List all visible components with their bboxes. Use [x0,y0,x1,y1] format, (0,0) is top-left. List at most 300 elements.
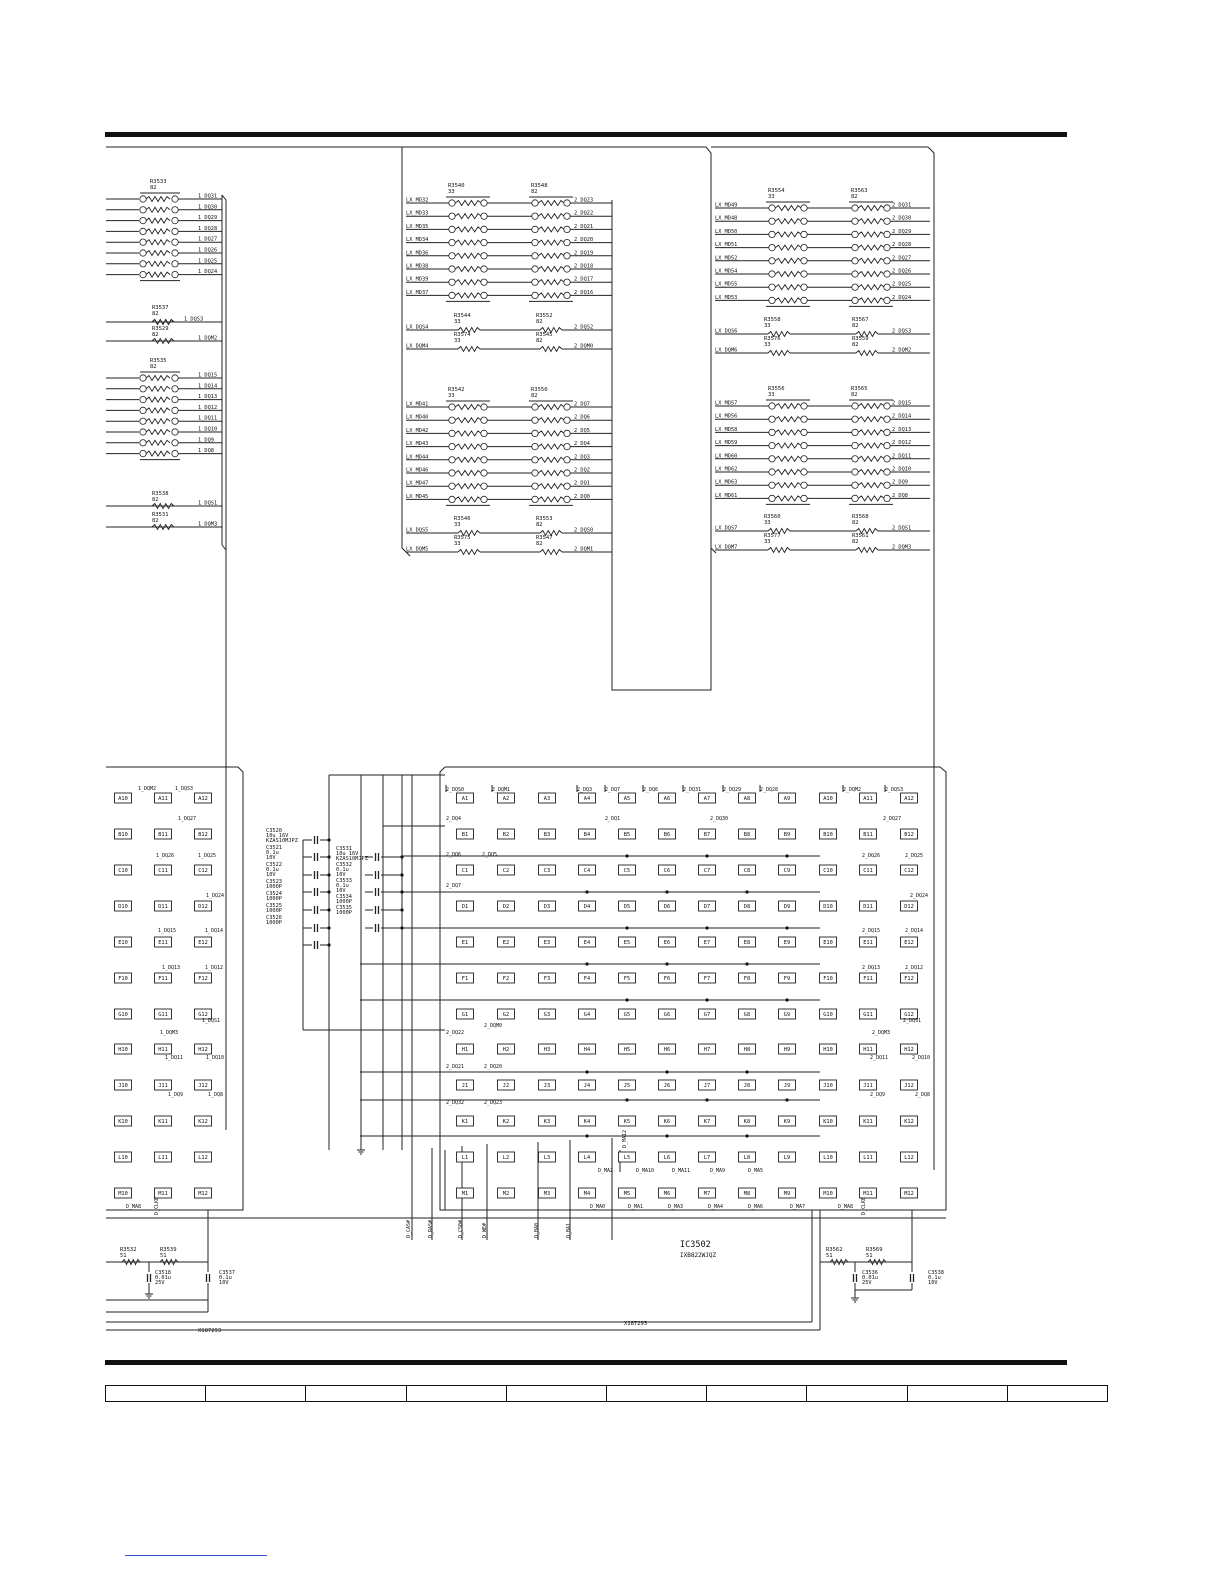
network-pin [172,261,178,267]
ball-label: K11 [863,1119,873,1125]
network-pin [481,443,487,449]
junction-dot [625,926,628,929]
resistor [455,293,481,298]
ball-label: H5 [623,1047,631,1053]
resistor [775,206,801,211]
ball-label: H10 [823,1047,833,1053]
grid-net-label: 2_DQ26 [862,853,881,859]
ref-designator: R3539 [160,1247,177,1253]
network-pin [172,207,178,213]
resistor [856,548,878,553]
network-pin [884,403,890,409]
ball-label: J10 [118,1083,128,1089]
network-pin [140,207,146,213]
ref-value: 82 [851,194,858,200]
network-pin [801,495,807,501]
output-net-label: 1_DQM2 [198,335,218,342]
junction-dot [745,890,748,893]
network-pin [172,196,178,202]
network-pin [801,284,807,290]
ball-label: F1 [461,976,469,982]
ref-designator: R3558 [764,317,781,323]
junction-dot [705,1098,708,1101]
ball-label: L8 [743,1155,751,1161]
grid-net-label: 2_DQ6 [446,852,462,858]
network-pin [769,231,775,237]
ball-label: B12 [198,832,208,838]
ball-label: J8 [743,1083,751,1089]
network-pin [481,253,487,259]
network-pin [564,213,570,219]
resistor [538,418,564,423]
ball-label: B7 [703,832,711,838]
ball-label: D11 [158,904,168,910]
network-pin [769,456,775,462]
ball-label: F8 [743,976,751,982]
network-pin [852,258,858,264]
ball-label: D6 [663,904,671,910]
capacitor-label: C3521 [266,845,282,851]
output-net-label: 1_DQM3 [198,521,218,528]
junction-dot [327,838,330,841]
grid-net-label: 2_DQ1 [605,816,621,822]
network-pin [564,430,570,436]
capacitor-label: C3535 [336,905,352,911]
input-net-label: LX_MD58 [715,426,738,433]
output-net-label: 2_DQ9 [892,479,908,486]
network-pin [140,250,146,256]
ball-label: M7 [703,1191,711,1197]
input-net-label: LX_MD42 [406,427,429,434]
grid-net-label: D_MA4 [708,1204,724,1210]
network-pin [481,292,487,298]
network-pin [801,218,807,224]
input-net-label: LX_MD40 [406,414,429,421]
ball-label: D9 [783,904,791,910]
capacitor-label: 0.1u [219,1275,232,1281]
resistor [775,483,801,488]
ball-label: K4 [583,1119,591,1125]
capacitor-label: 10V [219,1280,229,1286]
ball-label: B2 [502,832,510,838]
ball-label: L2 [502,1155,510,1161]
ref-designator: R3542 [448,387,465,393]
network-pin [172,429,178,435]
network-pin [564,457,570,463]
output-net-label: 2_DQ2 [574,467,590,474]
ball-label: J10 [823,1083,833,1089]
ball-label: G12 [904,1012,914,1018]
resistor [458,550,480,555]
ball-label: C10 [118,868,128,874]
ball-label: H12 [904,1047,914,1053]
junction-dot [327,908,330,911]
ball-label: A11 [863,796,873,802]
ref-designator: R3563 [851,188,868,194]
ref-designator: R3556 [768,386,785,392]
output-net-label: 1_DQ15 [198,372,218,379]
network-pin [769,284,775,290]
resistor [146,451,170,456]
ball-label: C2 [502,868,510,874]
network-pin [801,205,807,211]
network-pin [449,292,455,298]
network-pin [852,297,858,303]
ref-designator: R3532 [120,1247,137,1253]
ball-label: H6 [663,1047,671,1053]
ball-label: L9 [783,1155,791,1161]
ref-value: 33 [764,323,771,329]
junction-dot [585,1134,588,1137]
ball-label: C4 [583,868,591,874]
junction-dot [745,1070,748,1073]
ball-label: D10 [823,904,833,910]
output-net-label: 2_DQ8 [892,492,908,499]
network-pin [564,483,570,489]
network-pin [532,430,538,436]
input-net-label: LX_MD47 [406,480,429,487]
network-pin [884,416,890,422]
network-pin [884,205,890,211]
ball-label: B3 [543,832,551,838]
ref-value: 82 [152,311,159,317]
resistor [538,497,564,502]
network-pin [564,470,570,476]
ball-label: C3 [543,868,551,874]
resistor [146,240,170,245]
ball-label: F10 [823,976,833,982]
ref-value: 82 [852,539,859,545]
resistor [538,253,564,258]
network-pin [481,417,487,423]
resistor [858,206,884,211]
ball-label: J11 [158,1083,168,1089]
output-net-label: 2_DQ27 [892,255,912,262]
input-net-label: LX_MD33 [406,210,429,217]
resistor [455,280,481,285]
capacitor-label: 10V [266,855,276,861]
junction-dot [400,873,403,876]
network-pin [801,416,807,422]
junction-dot [745,1134,748,1137]
ball-label: A4 [583,796,591,802]
network-pin [481,279,487,285]
ball-label: M6 [663,1191,671,1197]
net-label: X187293 [624,1321,648,1327]
input-net-label: LX_MD59 [715,440,738,447]
ref-value: 33 [768,392,775,398]
grid-net-label: 1_DQ26 [156,853,175,859]
output-net-label: 2_DQS3 [892,328,912,335]
ref-designator: R3565 [851,386,868,392]
ball-label: G2 [502,1012,510,1018]
ball-label: E11 [158,940,168,946]
ball-label: L10 [118,1155,128,1161]
network-pin [769,429,775,435]
input-net-label: LX_MD32 [406,197,429,204]
network-pin [140,429,146,435]
capacitor-label: C3523 [266,879,282,885]
ball-label: M9 [783,1191,791,1197]
resistor [775,285,801,290]
junction-dot [400,908,403,911]
junction-dot [400,926,403,929]
network-pin [852,218,858,224]
output-net-label: 1_DQ14 [198,383,218,390]
capacitor-label: C3537 [219,1270,235,1276]
capacitor-label: KZAS10MJPZ [336,856,368,862]
network-pin [852,442,858,448]
ref-designator: R3545 [536,332,553,338]
grid-net-label: 2_DQ11 [870,1055,889,1061]
grid-net-label: 2_DQ31 [683,787,702,793]
grid-net-label: 2_DQ15 [862,928,881,934]
network-pin [884,482,890,488]
ball-label: J9 [783,1083,791,1089]
ball-label: G10 [823,1012,833,1018]
network-pin [140,396,146,402]
ball-label: D8 [743,904,751,910]
resistor [455,471,481,476]
network-pin [564,496,570,502]
network-pin [852,205,858,211]
network-pin [481,239,487,245]
capacitor-label: C3538 [928,1270,944,1276]
network-pin [801,429,807,435]
ref-designator: R3538 [152,491,169,497]
grid-net-label: 2_DQS0 [446,787,465,793]
ref-value: 33 [454,338,461,344]
capacitor-label: 1000P [336,899,352,905]
output-net-label: 2_DQS2 [574,324,594,331]
network-pin [481,266,487,272]
network-pin [884,297,890,303]
ref-value: 33 [764,539,771,545]
ref-value: 51 [866,1253,873,1259]
ball-label: E9 [783,940,791,946]
resistor [858,456,884,461]
input-net-label: LX_MD44 [406,454,429,461]
ball-label: C11 [158,868,168,874]
ball-label: F12 [904,976,914,982]
resistor [146,408,170,413]
ball-label: D12 [904,904,914,910]
ref-value: 82 [536,338,543,344]
ref-value: 33 [764,520,771,526]
ball-label: H2 [502,1047,510,1053]
network-pin [449,457,455,463]
input-net-label: LX_MD38 [406,263,429,270]
output-net-label: 2_DQM2 [892,347,912,354]
network-pin [140,450,146,456]
resistor [858,496,884,501]
ball-label: K8 [743,1119,751,1125]
ball-label: M12 [198,1191,208,1197]
resistor [538,227,564,232]
ball-label: B9 [783,832,791,838]
capacitor-label: 1000P [336,910,352,916]
capacitor-label: C3534 [336,894,352,900]
capacitor-label: 0.01u [862,1275,878,1281]
resistor [146,440,170,445]
junction-dot [625,854,628,857]
ball-label: B12 [904,832,914,838]
ball-label: E4 [583,940,591,946]
junction-dot [327,926,330,929]
ref-value: 82 [152,332,159,338]
output-net-label: 2_DQ19 [574,250,594,257]
junction-dot [327,943,330,946]
network-pin [884,271,890,277]
ref-designator: R3537 [152,305,169,311]
ball-label: L6 [663,1155,671,1161]
network-pin [769,416,775,422]
input-net-label: LX_MD63 [715,479,738,486]
network-pin [449,483,455,489]
output-net-label: 1_DQS3 [184,316,204,323]
output-net-label: 2_DQ1 [574,480,590,487]
output-net-label: 2_DQ20 [574,237,594,244]
network-pin [449,200,455,206]
output-net-label: 2_DQ13 [892,426,912,433]
ball-label: B8 [743,832,751,838]
capacitor-label: 1000P [266,896,282,902]
junction-dot [705,926,708,929]
ref-value: 33 [448,189,455,195]
capacitor-label: C3526 [266,915,282,921]
network-pin [852,244,858,250]
capacitor-label: 0.1u [336,883,349,889]
grid-net-label: D_MA7 [790,1204,806,1210]
network-pin [801,403,807,409]
ball-label: F7 [703,976,711,982]
ball-label: D11 [863,904,873,910]
ball-label: K5 [623,1119,631,1125]
ref-designator: R3576 [764,336,781,342]
ref-value: 82 [852,342,859,348]
ball-label: D4 [583,904,591,910]
ball-label: A1 [461,796,469,802]
output-net-label: 2_DQM1 [574,546,594,553]
ball-label: D5 [623,904,631,910]
input-net-label: LX_DQS5 [406,527,429,534]
ball-label: A12 [904,796,914,802]
capacitor-label: 25V [155,1280,165,1286]
ref-designator: R3550 [531,387,548,393]
network-pin [481,213,487,219]
ball-label: M10 [823,1191,833,1197]
network-pin [532,213,538,219]
vertical-net-label: D_BA0 [534,1222,540,1238]
network-pin [532,483,538,489]
resistor [146,251,170,256]
resistor [775,298,801,303]
input-net-label: LX_MD37 [406,289,429,296]
ref-designator: R3574 [454,332,471,338]
resistor [146,272,170,277]
input-net-label: LX_MD45 [406,493,429,500]
ball-label: G9 [783,1012,791,1018]
network-pin [449,496,455,502]
ball-label: F9 [783,976,791,982]
network-pin [140,261,146,267]
ball-label: A10 [823,796,833,802]
grid-net-label: 2_DQ6 [643,787,659,793]
capacitor-label: 0.01u [155,1275,171,1281]
ball-label: B1 [461,832,469,838]
ball-label: J2 [502,1083,510,1089]
ball-label: J12 [198,1083,208,1089]
ball-label: C1 [461,868,469,874]
input-net-label: LX_MD48 [715,215,738,222]
resistor [146,207,170,212]
grid-net-label: 1_DQS1 [202,1018,221,1024]
ball-label: M11 [863,1191,873,1197]
ball-label: K12 [904,1119,914,1125]
resistor [146,397,170,402]
ref-value: 33 [454,319,461,325]
resistor [455,201,481,206]
grid-net-label: 2_DQ20 [484,1064,503,1070]
network-pin [801,442,807,448]
ball-label: D2 [502,904,510,910]
grid-net-label: 2_DQ21 [446,1064,465,1070]
ball-label: H3 [543,1047,551,1053]
junction-dot [785,926,788,929]
resistor [858,258,884,263]
resistor [538,201,564,206]
network-pin [172,440,178,446]
ball-label: H7 [703,1047,711,1053]
network-pin [172,386,178,392]
network-pin [449,239,455,245]
grid-net-label: 2_DQM1 [492,787,511,793]
capacitor-label: 0.1u [266,867,279,873]
resistor [146,419,170,424]
vertical-net-label: D_CLKE [154,1196,160,1215]
ball-label: B11 [158,832,168,838]
capacitor-label: 10u 16V [336,851,359,857]
network-pin [449,443,455,449]
ref-value: 51 [160,1253,167,1259]
output-net-label: 1_DQ13 [198,394,218,401]
input-net-label: LX_MD56 [715,413,738,420]
network-pin [172,375,178,381]
vertical-net-label: D_CLKE [861,1196,867,1215]
grid-net-label: 2_DQ29 [723,787,742,793]
vertical-net-label: D_CAS# [406,1219,412,1238]
ball-label: F11 [158,976,168,982]
ball-label: E8 [743,940,751,946]
ball-label: M5 [623,1191,631,1197]
ball-label: F2 [502,976,510,982]
ref-designator: R3529 [152,326,169,332]
network-pin [769,403,775,409]
network-pin [884,429,890,435]
ic-part-number: IXB822WJQZ [680,1252,717,1259]
ref-value: 82 [536,522,543,528]
ball-label: L1 [461,1155,469,1161]
ball-label: E10 [118,940,128,946]
network-pin [852,456,858,462]
junction-dot [705,998,708,1001]
vertical-net-label: D_MA12 [622,1129,628,1148]
ball-label: J6 [663,1083,671,1089]
ball-label: L10 [823,1155,833,1161]
network-pin [884,469,890,475]
junction-dot [625,998,628,1001]
grid-net-label: 1_DQ15 [158,928,177,934]
